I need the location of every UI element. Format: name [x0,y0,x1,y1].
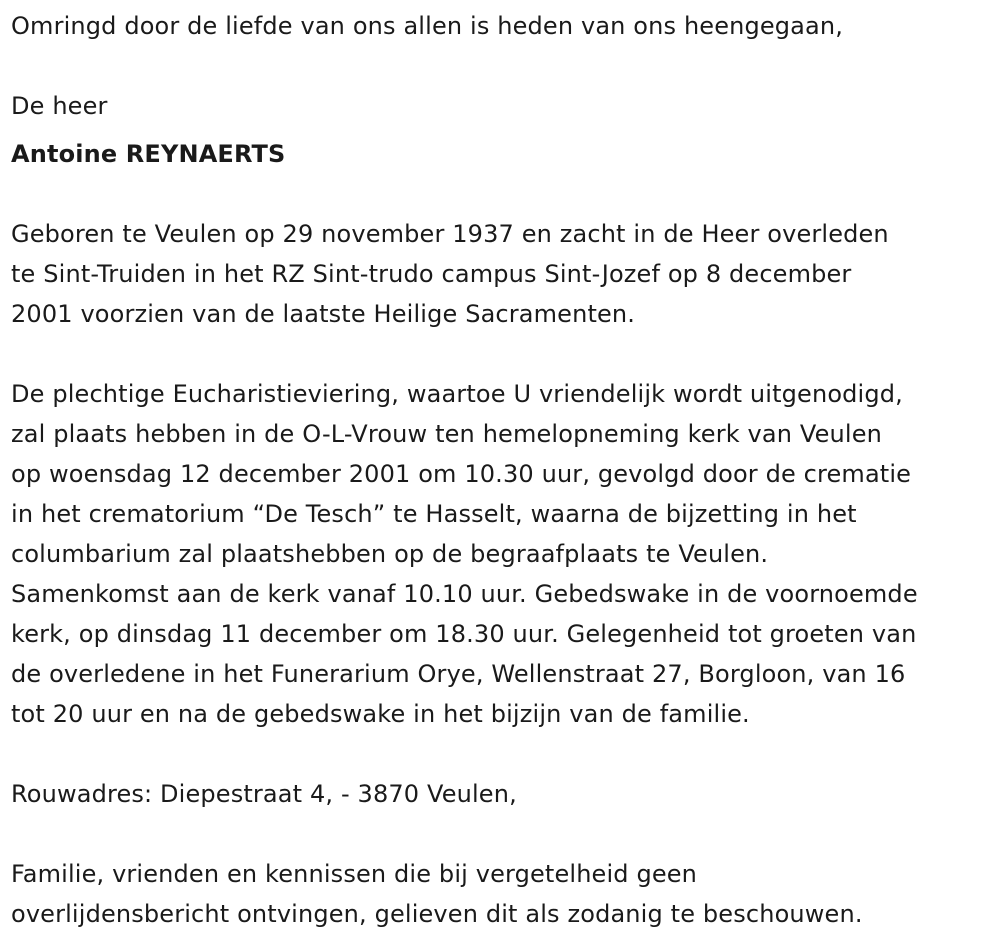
paragraph-line: kerk, op dinsdag 11 december om 18.30 uur. Gelegenheid tot groeten van [11,620,917,648]
paragraph-line: in het crematorium “De Tesch” te Hasselt, waarna de bijzetting in het [11,500,857,528]
paragraph-line: De plechtige Eucharistieviering, waartoe U vriendelijk wordt uitgenodigd, [11,380,903,408]
intro-text: Omringd door de liefde van ons allen is heden van ons heengegaan, [11,12,844,40]
paragraph-line: columbarium zal plaatshebben op de begraafplaats te Veulen. [11,540,769,568]
deceased-name: Antoine REYNAERTS [11,140,286,168]
paragraph-line: Familie, vrienden en kennissen die bij vergetelheid geen [11,860,698,888]
paragraph-line: Geboren te Veulen op 29 november 1937 en zacht in de Heer overleden [11,220,889,248]
family-notice-paragraph [11,854,863,934]
paragraph-line: overlijdensbericht ontvingen, gelieven dit als zodanig te beschouwen. [11,900,863,928]
address-line: Rouwadres: Diepestraat 4, - 3870 Veulen, [11,780,517,808]
funeral-service-paragraph [11,374,918,734]
paragraph-line: tot 20 uur en na de gebedswake in het bijzijn van de familie. [11,700,750,728]
paragraph-line: te Sint-Truiden in het RZ Sint-trudo campus Sint-Jozef op 8 december [11,260,852,288]
paragraph-line: zal plaats hebben in de O-L-Vrouw ten hemelopneming kerk van Veulen [11,420,882,448]
paragraph-line: Samenkomst aan de kerk vanaf 10.10 uur. Gebedswake in de voornoemde [11,580,918,608]
paragraph-line: op woensdag 12 december 2001 om 10.30 uur, gevolgd door de crematie [11,460,912,488]
mourning-address [11,774,517,814]
honorific-title: De heer [11,92,108,120]
paragraph-line: de overledene in het Funerarium Orye, Wellenstraat 27, Borgloon, van 16 [11,660,906,688]
paragraph-line: 2001 voorzien van de laatste Heilige Sacramenten. [11,300,636,328]
birth-death-paragraph [11,214,889,334]
